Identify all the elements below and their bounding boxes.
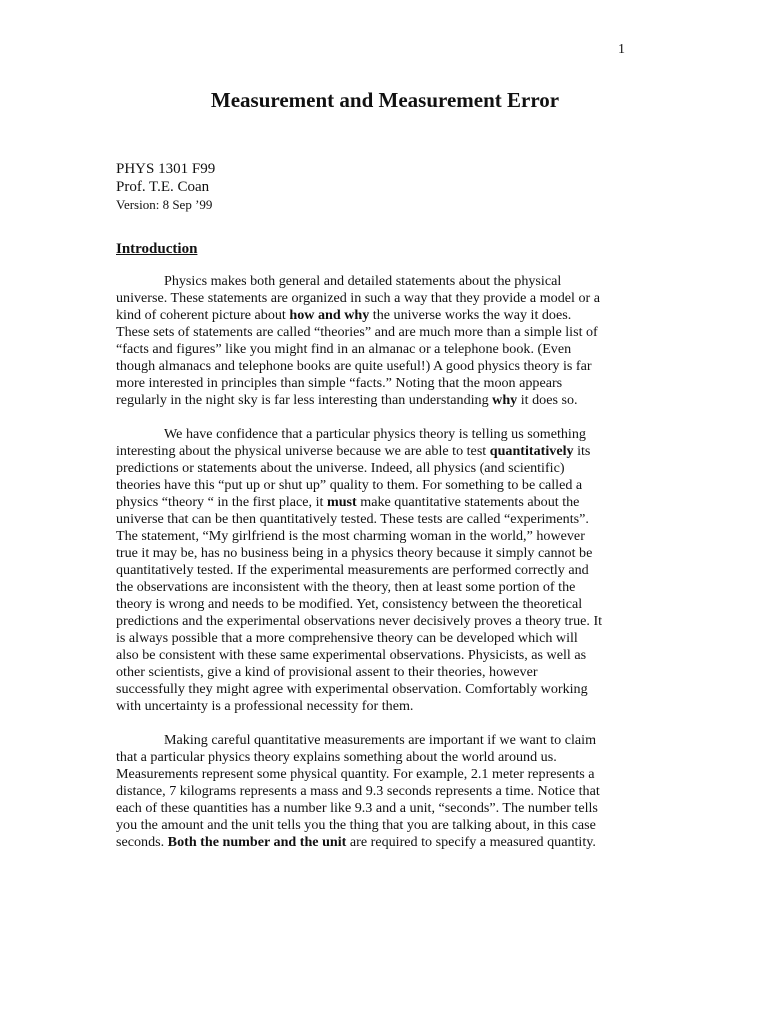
text-run: successfully they might agree with experimental observation. Comfortably working	[116, 681, 588, 697]
paragraph-line	[116, 290, 656, 307]
paragraph-line	[116, 392, 656, 409]
bold-text: Both the number and the unit	[167, 834, 347, 850]
paragraph-line	[116, 613, 656, 630]
paragraph-line	[116, 817, 656, 834]
text-run: These sets of statements are called “theories” and are much more than a simple list of	[116, 324, 598, 340]
text-run: are required to specify a measured quantity.	[346, 834, 596, 850]
text-run: “facts and figures” like you might find in an almanac or a telephone book. (Even	[116, 341, 572, 357]
paragraph-line	[116, 426, 656, 443]
paragraph-line	[116, 358, 656, 375]
bold-text: quantitatively	[489, 443, 574, 459]
paragraph-line	[116, 324, 656, 341]
paragraph-line	[116, 630, 656, 647]
paragraph-line	[116, 341, 656, 358]
paragraph-line	[116, 562, 656, 579]
text-run: also be consistent with these same experimental observations. Physicists, as well as	[116, 647, 587, 663]
text-run: universe that can be then quantitatively tested. These tests are called “experiments”.	[116, 511, 589, 527]
text-run: the universe works the way it does.	[369, 307, 572, 323]
version-date: Version: 8 Sep ’99	[116, 197, 213, 212]
text-run: it does so.	[517, 392, 578, 408]
text-run: true it may be, has no business being in a physics theory because it simply cannot be	[116, 545, 593, 561]
paragraph-line	[116, 443, 656, 460]
text-run: that a particular physics theory explains something about the world around us.	[116, 749, 557, 765]
text-run: other scientists, give a kind of provisional assent to their theories, however	[116, 664, 538, 680]
text-run: Physics makes both general and detailed statements about the physical	[164, 273, 562, 289]
author-name: Prof. T.E. Coan	[116, 178, 210, 195]
paragraph	[116, 426, 656, 715]
paragraph-line	[116, 307, 656, 324]
text-run: though almanacs and telephone books are quite useful!) A good physics theory is far	[116, 358, 592, 374]
paragraph-line	[116, 647, 656, 664]
paragraph-line	[116, 545, 656, 562]
introduction-body	[116, 273, 656, 868]
paragraph-line	[116, 528, 656, 545]
section-heading-introduction: Introduction	[116, 241, 198, 257]
text-run: theories have this “put up or shut up” quality to them. For something to be called a	[116, 477, 583, 493]
text-run: predictions and the experimental observations never decisively proves a theory true. It	[116, 613, 603, 629]
paragraph-line	[116, 511, 656, 528]
text-run: interesting about the physical universe because we are able to test	[116, 443, 490, 459]
bold-text: why	[492, 392, 518, 408]
text-run: regularly in the night sky is far less interesting than understanding	[116, 392, 493, 408]
paragraph-line	[116, 494, 656, 511]
text-run: more interested in principles than simple “facts.” Noting that the moon appears	[116, 375, 563, 391]
text-run: seconds.	[116, 834, 168, 850]
paragraph-line	[116, 664, 656, 681]
text-run: quantitatively tested. If the experimental measurements are performed correctly and	[116, 562, 589, 578]
document-meta	[116, 161, 215, 214]
paragraph-line	[116, 800, 656, 817]
text-run: the observations are inconsistent with the theory, then at least some portion of the	[116, 579, 576, 595]
text-run: The statement, “My girlfriend is the most charming woman in the world,” however	[116, 528, 585, 544]
paragraph-line	[116, 460, 656, 477]
text-run: distance, 7 kilograms represents a mass and 9.3 seconds represents a time. Notice that	[116, 783, 600, 799]
paragraph-line	[116, 375, 656, 392]
text-run: you the amount and the unit tells you the thing that you are talking about, in this case	[116, 817, 596, 833]
paragraph-line	[116, 596, 656, 613]
paragraph-line	[116, 698, 656, 715]
paragraph-line	[116, 477, 656, 494]
course-code: PHYS 1301 F99	[116, 161, 216, 177]
text-run: with uncertainty is a professional necessity for them.	[116, 698, 414, 714]
text-run: its	[573, 443, 591, 459]
paragraph-line	[116, 834, 656, 851]
text-run: Making careful quantitative measurements are important if we want to claim	[164, 732, 597, 748]
paragraph-line	[116, 273, 656, 290]
text-run: physics “theory “ in the first place, it	[116, 494, 327, 510]
bold-text: how and why	[289, 307, 370, 323]
paragraph-line	[116, 579, 656, 596]
paragraph	[116, 732, 656, 851]
paragraph	[116, 273, 656, 409]
paragraph-line	[116, 749, 656, 766]
text-run: We have confidence that a particular physics theory is telling us something	[164, 426, 586, 442]
text-run: Measurements represent some physical quantity. For example, 2.1 meter represents a	[116, 766, 595, 782]
paragraph-line	[116, 681, 656, 698]
text-run: theory is wrong and needs to be modified. Yet, consistency between the theoretical	[116, 596, 583, 612]
text-run: is always possible that a more comprehensive theory can be developed which will	[116, 630, 578, 646]
paragraph-line	[116, 766, 656, 783]
text-run: kind of coherent picture about	[116, 307, 290, 323]
text-run: universe. These statements are organized in such a way that they provide a model or a	[116, 290, 600, 306]
document-title: Measurement and Measurement Error	[210, 88, 560, 112]
paragraph-line	[116, 783, 656, 800]
bold-text: must	[326, 494, 357, 510]
page-number: 1	[618, 42, 625, 57]
text-run: predictions or statements about the universe. Indeed, all physics (and scientific)	[116, 460, 565, 476]
text-run: make quantitative statements about the	[356, 494, 580, 510]
text-run: each of these quantities has a number like 9.3 and a unit, “seconds”. The number tells	[116, 800, 598, 816]
paragraph-line	[116, 732, 656, 749]
